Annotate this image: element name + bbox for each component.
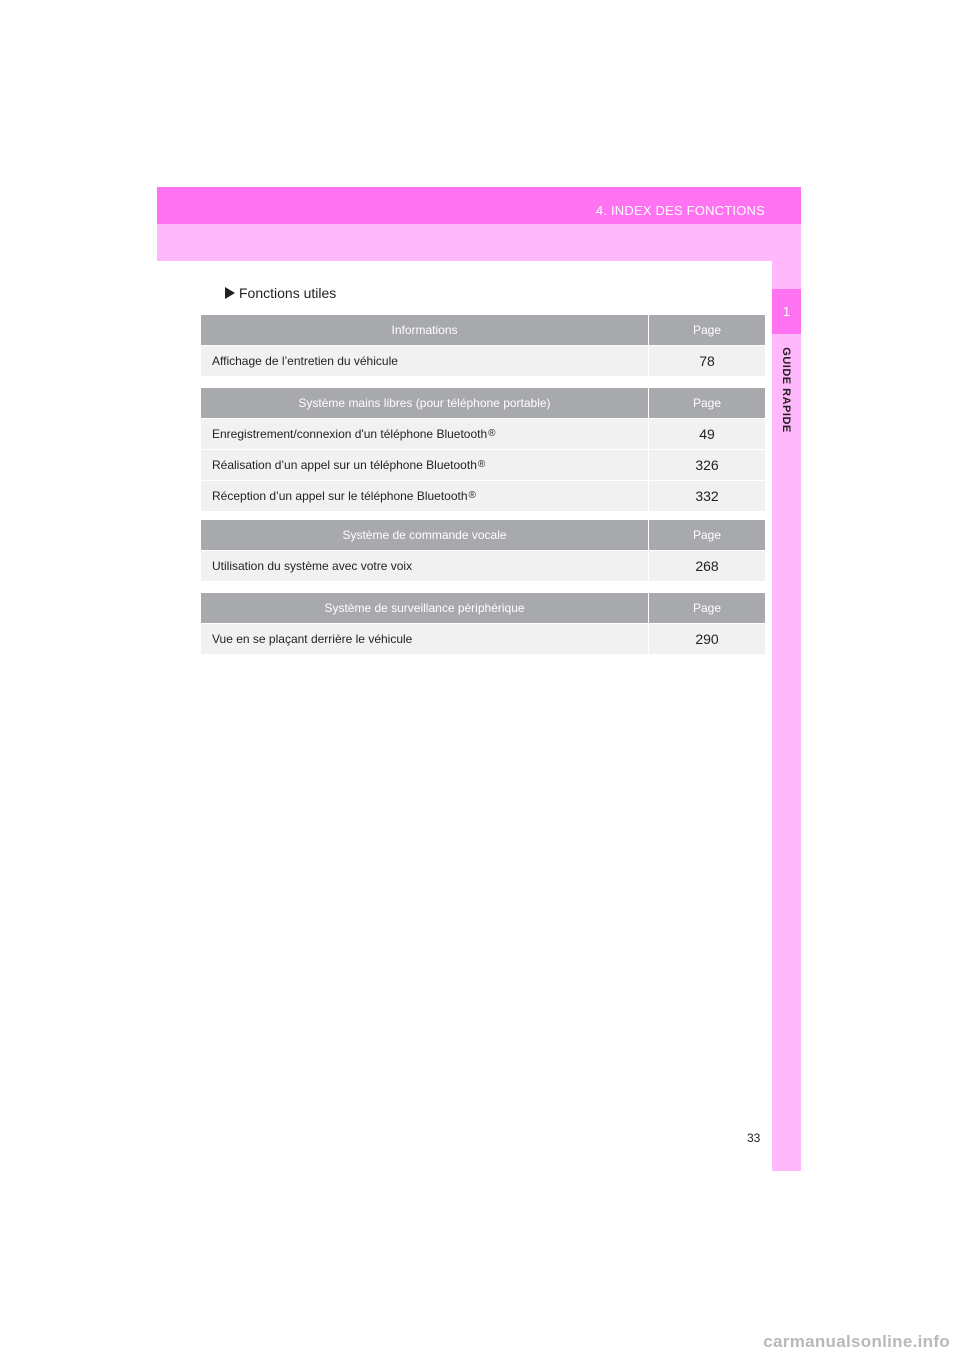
table-row [201, 450, 765, 480]
section-title-text: Fonctions utiles [239, 285, 337, 301]
table-surveillance [201, 593, 765, 655]
table-header-page: Page [649, 593, 765, 623]
table-header-row [201, 315, 765, 345]
row-label: Réception d’un appel sur le téléphone Bluetooth ® [201, 481, 648, 511]
table-header-row [201, 593, 765, 623]
table-header-label: Système de surveillance périphérique [201, 593, 648, 623]
row-page: 290 [649, 624, 765, 654]
header-sub-band [157, 224, 801, 261]
table-row [201, 419, 765, 449]
table-header-label: Système mains libres (pour téléphone portable) [201, 388, 648, 418]
table-row [201, 346, 765, 376]
table-header-row [201, 520, 765, 550]
table-row [201, 551, 765, 581]
table-header-label: Informations [201, 315, 648, 345]
watermark: carmanualsonline.info [763, 1332, 950, 1351]
row-label: Réalisation d’un appel sur un téléphone Bluetooth ® [201, 450, 648, 480]
row-page: 268 [649, 551, 765, 581]
triangle-bullet-icon [225, 287, 235, 299]
table-header-page: Page [649, 315, 765, 345]
table-commande-vocale [201, 520, 765, 582]
row-page: 78 [649, 346, 765, 376]
row-label: Utilisation du système avec votre voix [201, 551, 648, 581]
table-row [201, 481, 765, 511]
row-label-text: Réalisation d’un appel sur un téléphone Bluetooth [212, 458, 477, 472]
row-label-text: Réception d’un appel sur le téléphone Bluetooth [212, 489, 468, 503]
row-label-text: Enregistrement/connexion d'un téléphone Bluetooth [212, 427, 488, 441]
table-mains-libres [201, 388, 765, 512]
row-label: Vue en se plaçant derrière le véhicule [201, 624, 648, 654]
section-title [225, 285, 336, 301]
row-label: Affichage de l’entretien du véhicule [201, 346, 648, 376]
chapter-tab: 1 [772, 289, 801, 334]
table-header-label: Système de commande vocale [201, 520, 648, 550]
table-header-row [201, 388, 765, 418]
side-chapter-label: GUIDE RAPIDE [780, 347, 792, 433]
table-header-page: Page [649, 520, 765, 550]
chapter-header-band [157, 187, 801, 224]
row-page: 326 [649, 450, 765, 480]
table-header-page: Page [649, 388, 765, 418]
table-informations [201, 315, 765, 377]
chapter-title: 4. INDEX DES FONCTIONS [595, 203, 765, 218]
row-page: 49 [649, 419, 765, 449]
page-number: 33 [747, 1131, 761, 1145]
table-row [201, 624, 765, 654]
row-page: 332 [649, 481, 765, 511]
row-label: Enregistrement/connexion d'un téléphone Bluetooth ® [201, 419, 648, 449]
